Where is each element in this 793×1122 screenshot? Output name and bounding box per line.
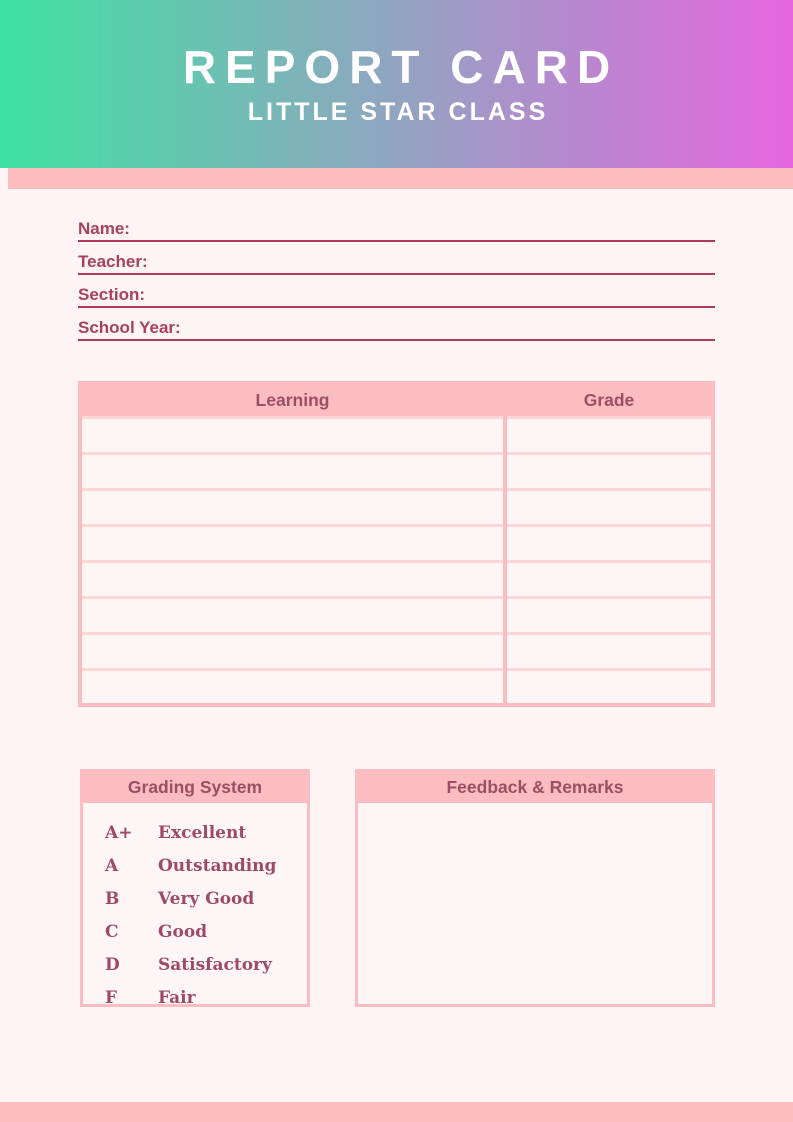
feedback-box	[355, 769, 715, 1007]
page-subtitle: LITTLE STAR CLASS	[247, 97, 549, 126]
grading-entry	[105, 948, 307, 981]
grade-meaning: Outstanding	[158, 855, 277, 876]
grade-letter: A+	[105, 822, 133, 843]
grading-system-title: Grading System	[83, 772, 307, 803]
learning-cell[interactable]	[80, 489, 505, 525]
learning-cell[interactable]	[80, 525, 505, 561]
field-label: Teacher:	[78, 252, 148, 271]
grade-cell[interactable]	[505, 417, 713, 453]
column-header-learning: Learning	[80, 383, 505, 417]
learning-cell[interactable]	[80, 669, 505, 705]
learning-cell[interactable]	[80, 597, 505, 633]
grading-entry	[105, 849, 307, 882]
grade-meaning: Satisfactory	[158, 954, 272, 975]
grading-entry	[105, 882, 307, 915]
grade-meaning: Good	[158, 921, 208, 942]
field-value-input[interactable]	[156, 252, 715, 272]
grades-table	[78, 381, 715, 707]
grades-table-row	[80, 561, 713, 597]
info-field-row	[78, 242, 715, 275]
learning-cell[interactable]	[80, 417, 505, 453]
grading-system-box	[80, 769, 310, 1007]
grades-table-row	[80, 453, 713, 489]
grading-entry	[105, 816, 307, 849]
field-label: School Year:	[78, 318, 181, 337]
grade-cell[interactable]	[505, 633, 713, 669]
grade-meaning: Excellent	[158, 822, 247, 843]
grades-table-row	[80, 633, 713, 669]
info-field-row	[78, 209, 715, 242]
feedback-title: Feedback & Remarks	[358, 772, 712, 803]
grade-cell[interactable]	[505, 489, 713, 525]
learning-cell[interactable]	[80, 633, 505, 669]
learning-cell[interactable]	[80, 561, 505, 597]
grade-letter: A	[105, 855, 119, 876]
grade-cell[interactable]	[505, 453, 713, 489]
feedback-input-area[interactable]	[358, 803, 712, 1004]
grades-table-row	[80, 525, 713, 561]
content-area	[0, 209, 793, 1007]
grade-cell[interactable]	[505, 525, 713, 561]
grades-table-row	[80, 489, 713, 525]
grade-meaning: Fair	[158, 987, 196, 1008]
bottom-boxes-row	[80, 769, 715, 1007]
field-label: Section:	[78, 285, 146, 304]
grade-meaning: Very Good	[158, 888, 255, 909]
grade-letter: D	[105, 954, 120, 975]
field-value-input[interactable]	[189, 318, 715, 338]
grade-letter: B	[105, 888, 120, 909]
grading-entry	[105, 981, 307, 1014]
field-value-input[interactable]	[138, 219, 715, 239]
grades-table-row	[80, 597, 713, 633]
grade-cell[interactable]	[505, 597, 713, 633]
field-value-input[interactable]	[153, 285, 715, 305]
grading-list	[83, 803, 307, 1014]
header-banner	[0, 0, 793, 168]
student-info-section	[78, 209, 715, 341]
page-title: REPORT CARD	[182, 41, 620, 94]
grades-table-row	[80, 417, 713, 453]
column-header-grade: Grade	[505, 383, 713, 417]
grading-entry	[105, 915, 307, 948]
grades-table-body	[80, 417, 713, 705]
grade-letter: F	[105, 987, 118, 1008]
info-field-row	[78, 308, 715, 341]
learning-cell[interactable]	[80, 453, 505, 489]
grades-table-row	[80, 669, 713, 705]
grades-header-row	[80, 383, 713, 417]
top-accent-strip	[8, 168, 793, 189]
grade-cell[interactable]	[505, 669, 713, 705]
field-label: Name:	[78, 219, 130, 238]
grade-letter: C	[105, 921, 119, 942]
bottom-accent-strip	[0, 1102, 793, 1122]
info-field-row	[78, 275, 715, 308]
grade-cell[interactable]	[505, 561, 713, 597]
